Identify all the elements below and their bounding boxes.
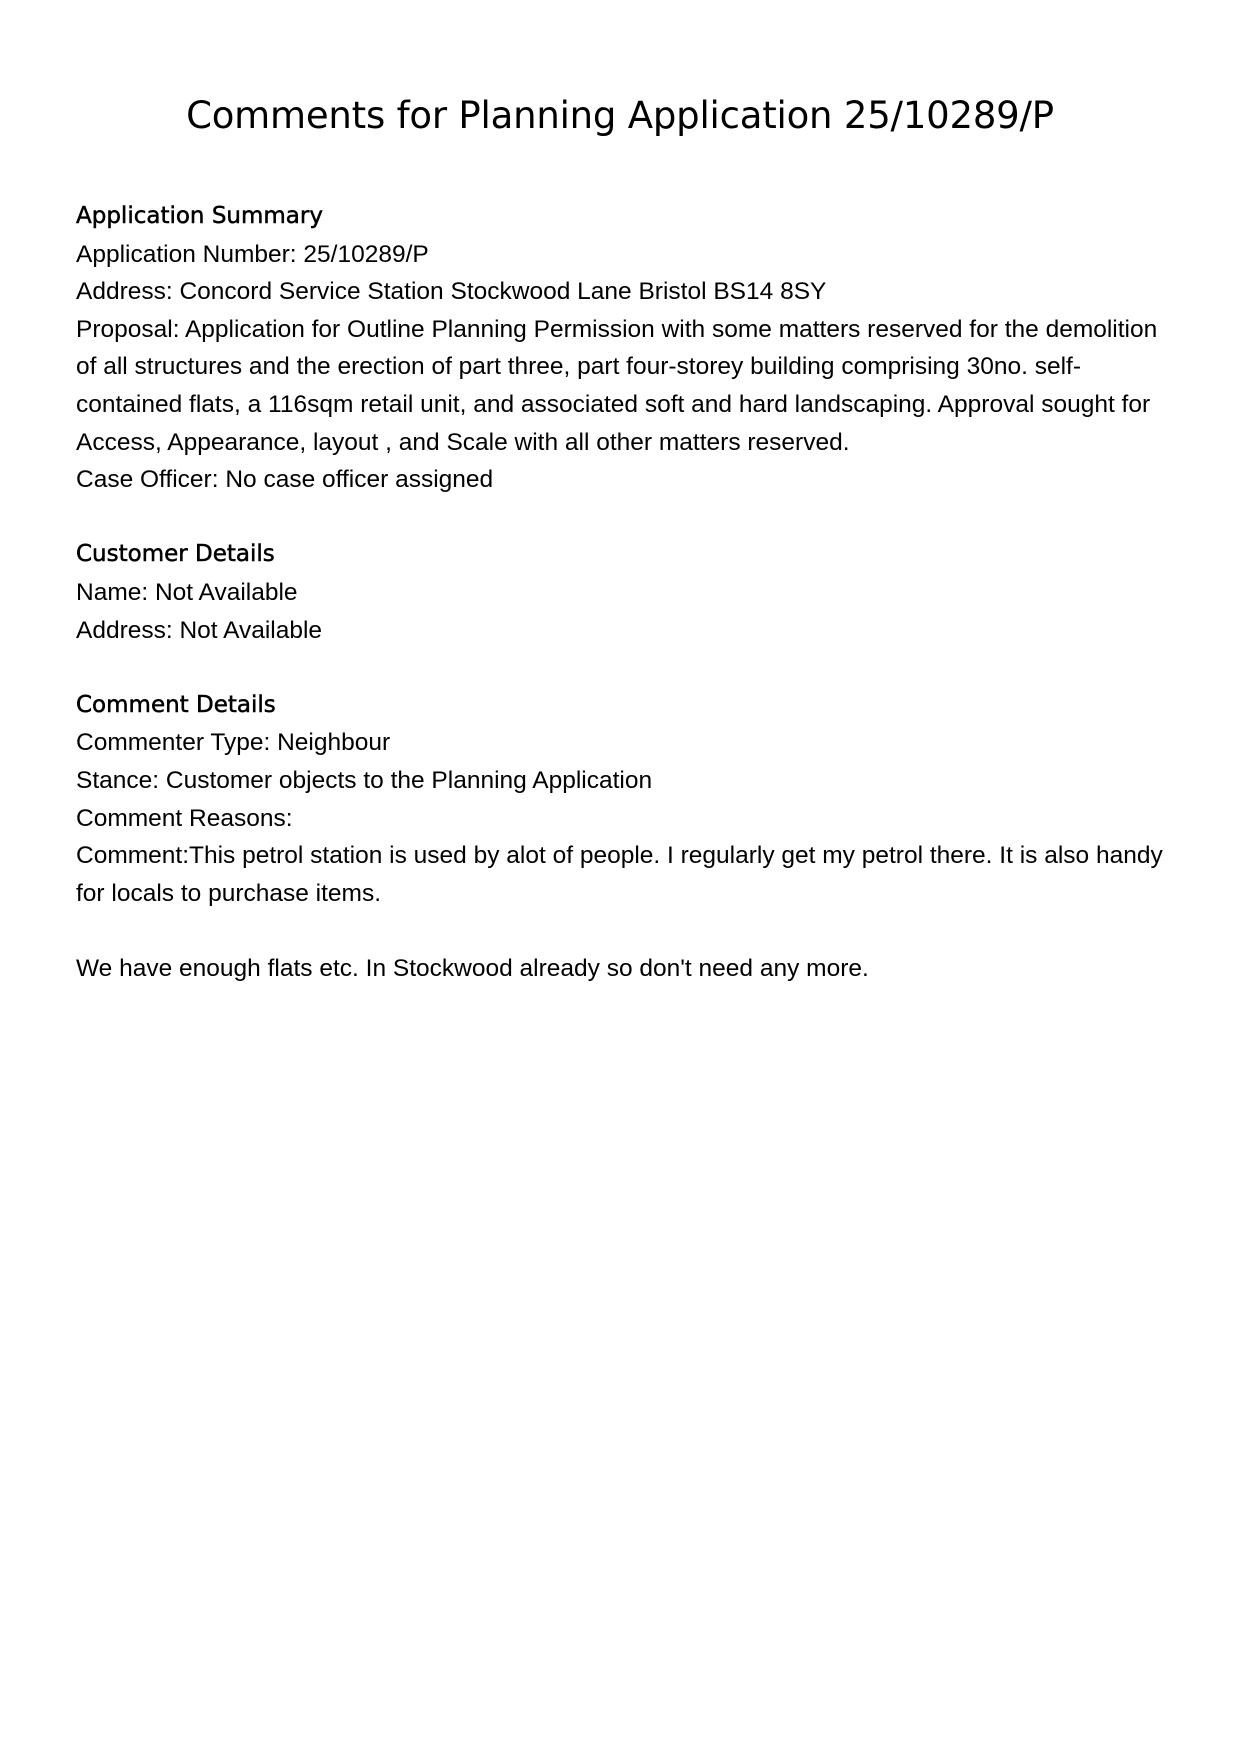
customer-name: Name: Not Available: [76, 578, 298, 606]
comment-text-paragraph-2: We have enough flats etc. In Stockwood already so don't need any more.: [76, 954, 869, 982]
page-title: Comments for Planning Application 25/10289/P: [186, 94, 1054, 137]
application-summary-section: [76, 198, 1166, 499]
paragraph-gap: [76, 912, 1166, 950]
application-number: Application Number: 25/10289/P: [76, 240, 429, 268]
application-proposal: Proposal: Application for Outline Planning Permission with some matters reserved for the demolition of all structures and the erection of part three, part four-storey building comprising 30no. self-contained flats, a 116sqm retail unit, and associated soft and hard landscaping. Approval sought for Access, Appearance, layout , and Scale with all other matters reserved.: [76, 315, 1158, 456]
application-summary-heading: Application Summary: [76, 203, 323, 229]
application-address: Address: Concord Service Station Stockwood Lane Bristol BS14 8SY: [76, 278, 827, 306]
customer-details-section: [76, 536, 1166, 649]
comment-text: Comment:This petrol station is used by alot of people. I regularly get my petrol there. It is also handy for locals to purchase items.: [76, 842, 1163, 907]
comment-reasons: Comment Reasons:: [76, 804, 293, 832]
comment-details-heading: Comment Details: [76, 691, 276, 718]
document-body: [76, 198, 1166, 1025]
comment-stance: Stance: Customer objects to the Planning Application: [76, 766, 653, 794]
case-officer: Case Officer: No case officer assigned: [76, 466, 494, 494]
customer-details-heading: Customer Details: [76, 541, 275, 568]
customer-address: Address: Not Available: [76, 616, 323, 644]
commenter-type: Commenter Type: Neighbour: [76, 729, 391, 757]
comment-details-section: [76, 687, 1166, 988]
